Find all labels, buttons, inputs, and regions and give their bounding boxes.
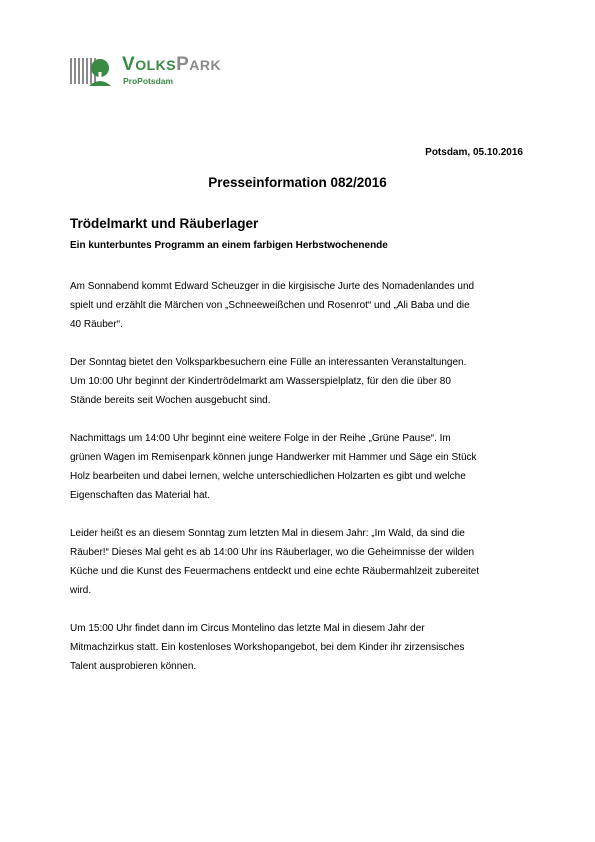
text-line: wird. [70,585,92,596]
text-line: Nachmittags um 14:00 Uhr beginnt eine weitere Folge in der Reihe „Grüne Pause“. Im [70,433,451,444]
text-line: grünen Wagen im Remisenpark können junge Handwerker mit Hammer und Säge ein Stück [70,452,477,463]
article-body [70,277,530,695]
text-line: 40 Räuber“. [70,319,123,330]
article-headline: Trödelmarkt und Räuberlager [70,216,259,231]
press-release-title: Presseinformation 082/2016 [208,175,387,190]
document-date: Potsdam, 05.10.2016 [425,147,523,158]
text-line: Küche und die Kunst des Feuermachens entdeckt und eine echte Räubermahlzeit zubereitet [70,566,480,577]
text-line: Um 10:00 Uhr beginnt der Kindertrödelmarkt am Wasserspielplatz, für den die über 80 [70,376,451,387]
article-subheadline: Ein kunterbuntes Programm an einem farbigen Herbstwochenende [70,240,388,251]
paragraph [70,277,530,334]
text-line: Räuber!“ Dieses Mal geht es ab 14:00 Uhr ins Räuberlager, wo die Geheimnisse der wilden [70,547,475,558]
text-line: Um 15:00 Uhr findet dann im Circus Montelino das letzte Mal in diesem Jahr der [70,623,425,634]
text-line: Eigenschaften das Material hat. [70,490,211,501]
logo-subtitle: ProPotsdam [123,76,174,86]
text-line: Holz bearbeiten und dabei lernen, welche unterschiedlichen Holzarten es gibt und welche [70,471,466,482]
text-line: spielt und erzählt die Märchen von „Schneeweißchen und Rosenrot“ und „Ali Baba und die [70,300,470,311]
logo-wordmark: VOLKSPARK [122,54,222,75]
text-line: Der Sonntag bietet den Volksparkbesuchern eine Fülle an interessanten Veranstaltungen. [70,357,467,368]
text-line: Stände bereits seit Wochen ausgebucht sind. [70,395,271,406]
volkspark-tree-icon [70,54,114,88]
text-line: Am Sonnabend kommt Edward Scheuzger in die kirgisische Jurte des Nomadenlandes und [70,281,475,292]
text-line: Mitmachzirkus statt. Ein kostenloses Workshopangebot, bei dem Kinder ihr zirzensisches [70,642,465,653]
paragraph [70,619,530,676]
paragraph [70,524,530,600]
text-line: Leider heißt es an diesem Sonntag zum letzten Mal in diesem Jahr: „Im Wald, da sind die [70,528,465,539]
paragraph [70,353,530,410]
text-line: Talent ausprobieren können. [70,661,197,672]
volkspark-logo [70,54,260,90]
paragraph [70,429,530,505]
